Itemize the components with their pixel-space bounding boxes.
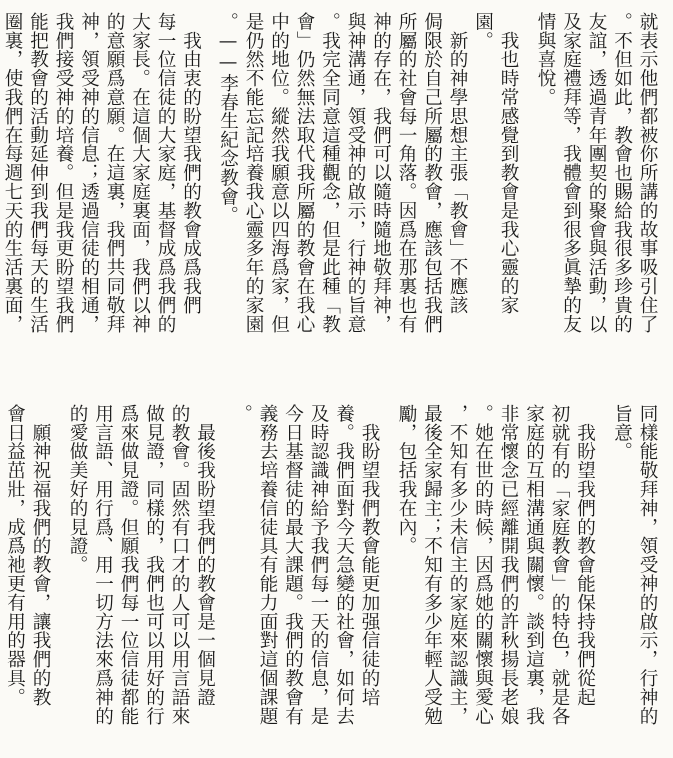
text-column: 初就有的「家庭教會」的特色，就是各	[549, 404, 570, 726]
text-column: 我盼望我們的教會能保持我們從起	[574, 404, 596, 707]
text-column: 今日基督徒的最大課題。我們的教會有	[282, 404, 304, 726]
text-column: 旨意。	[611, 404, 633, 461]
text-column: 用言語、用行爲、用一切方法來爲神的	[92, 404, 114, 726]
text-column: 是仍然不能忘記培養我心靈多年的家園	[243, 12, 264, 334]
text-column: 新的神學思想主張「教會」不應該	[447, 12, 468, 315]
text-column: 侷限於自己所屬的教會，應該包括我們	[421, 12, 443, 334]
text-column: 家庭的互相溝通與關懷。談到這裏，我	[523, 404, 545, 726]
text-column: 。不但如此，教會也賜給我很多珍貴的	[611, 12, 633, 334]
text-column	[54, 404, 64, 752]
text-column: 我由衷的盼望我們的教會成爲我們	[180, 12, 202, 315]
text-column: 會日益茁壯，成爲祂更有用的器具。	[4, 404, 26, 707]
text-column: 神，領受神的信息；透過信徒的相通，	[78, 12, 100, 334]
text-column	[522, 12, 532, 370]
text-column: 友誼，透過青年團契的聚會與活動，以	[586, 12, 607, 334]
text-column: 情與喜悅。	[535, 12, 556, 107]
text-column: ，不知有多少未信主的家庭來認識主，	[447, 404, 468, 726]
text-column: 神的存在，我們可以隨時隨地敬拜神，	[370, 12, 392, 334]
text-column: 同樣能敬拜神，領受神的啟示，行神的	[637, 404, 658, 726]
text-column: 最後全家歸主；不知有多少年輕人受勉	[421, 404, 443, 726]
text-column: 。我完全同意這種觀念，但是此種「教	[319, 12, 341, 334]
text-column: 大家長。在這個大家庭裏面，我們以神	[129, 12, 151, 334]
text-column: 圈裏，使我們在每週七天的生活裏面，	[2, 12, 23, 334]
text-column: 養。我們面對今天急變的社會，如何去	[333, 404, 355, 726]
text-column: 中的地位。縱然我願意以四海爲家，但	[268, 12, 290, 334]
text-column: 最後我盼望我們的教會是一個見證	[194, 404, 216, 707]
text-column: 我也時常感覺到教會是我心靈的家	[498, 12, 519, 315]
text-column: 每一位信徒的大家庭，基督成爲我們的	[155, 12, 176, 334]
text-column	[204, 12, 214, 370]
text-column: 。她在世的時候，因爲她的關懷與愛心	[472, 404, 494, 726]
text-column: 勵，包括我在內。	[396, 404, 417, 556]
text-column: 的意願爲意願。在這裏，我們共同敬拜	[104, 12, 125, 334]
text-column: 園。	[472, 12, 494, 50]
text-column: 非常懷念已經離開我們的許秋揚長老娘	[498, 404, 519, 726]
text-column: 及時認識神給予我們每一天的信息，是	[308, 404, 329, 726]
text-column	[218, 404, 228, 752]
text-column: 的愛做美好的見證。	[67, 404, 88, 575]
text-column	[598, 404, 608, 752]
text-column: 。	[231, 404, 253, 423]
text-column: 做見證，同樣的，我們也可以用好的行	[143, 404, 165, 726]
text-column: 及家庭禮拜等，我體會到很多眞摯的友	[560, 12, 582, 334]
text-column: 的教會。固然有口才的人可以用言語來	[169, 404, 190, 726]
text-column: 義務去培養信徒具有能力面對這個課題	[257, 404, 278, 726]
text-column: 就表示他們都被你所講的故事吸引住了	[637, 12, 658, 334]
text-column: 能把教會的活動延伸到我們每天的生活	[27, 12, 49, 334]
article-bottom-section	[4, 404, 659, 752]
text-column: 與神溝通，領受神的啟示，行神的旨意	[345, 12, 366, 334]
text-column: 所屬的社會每一角落。因爲在那裏也有	[396, 12, 417, 334]
article-top-section	[2, 12, 659, 370]
text-column: 願神祝福我們的教會，讓我們的教	[30, 404, 51, 707]
text-column: 我盼望我們教會能更加强信徒的培	[359, 404, 380, 707]
text-column: 爲來做見證。但願我們每一位信徒都能	[118, 404, 139, 726]
text-column: 我們接受神的培養。但是我更盼望我們	[53, 12, 74, 334]
text-column: 會」仍然無法取代我所屬的教會在我心	[294, 12, 315, 334]
text-column	[383, 404, 393, 752]
text-column: 。——李春生紀念教會。	[217, 12, 239, 225]
